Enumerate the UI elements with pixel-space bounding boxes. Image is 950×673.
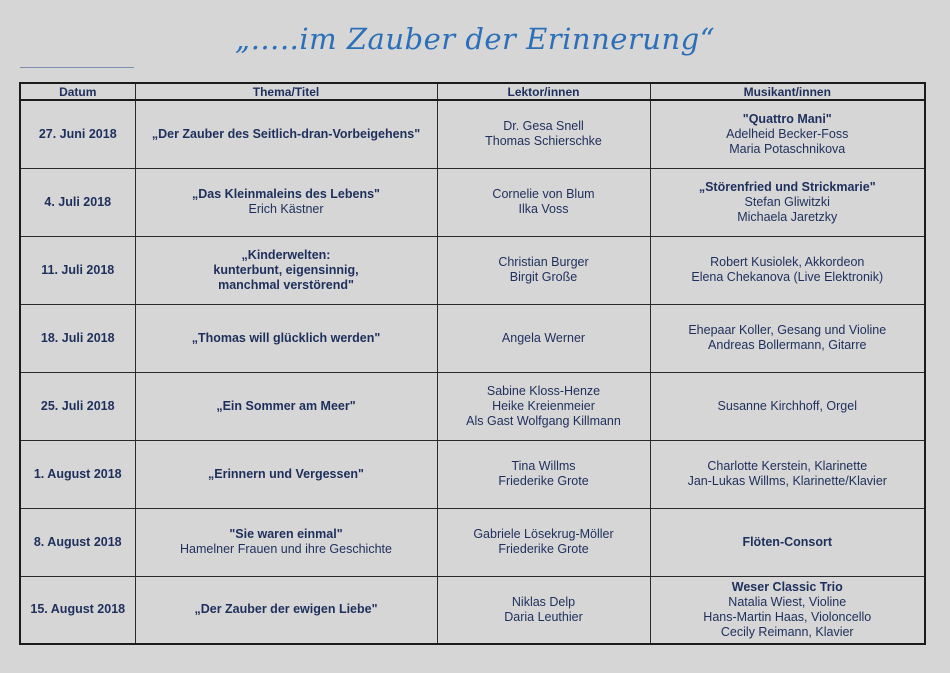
musician-name: Adelheid Becker-Foss — [726, 126, 849, 141]
lecturer-name: Angela Werner — [501, 330, 586, 345]
event-date: 15. August 2018 — [30, 602, 126, 617]
theme-cell — [135, 508, 437, 576]
date-cell — [20, 168, 135, 236]
theme-title: "Sie waren einmal" — [229, 527, 343, 541]
musicians-cell — [650, 508, 925, 576]
musician-name: Elena Chekanova (Live Elektronik) — [691, 270, 884, 284]
lecturer-name: Niklas Delp — [511, 594, 576, 609]
lecturers-cell — [437, 440, 650, 508]
table-row — [20, 168, 925, 236]
theme-title: „Ein Sommer am Meer" — [216, 398, 356, 413]
theme-title: manchmal verstörend" — [218, 277, 354, 292]
table-row — [20, 100, 925, 168]
header-date: Datum — [20, 83, 135, 100]
date-cell — [20, 440, 135, 508]
header-musicians: Musikant/innen — [650, 83, 925, 100]
title-underline — [20, 67, 134, 68]
event-date: 27. Juni 2018 — [38, 126, 117, 141]
header-theme: Thema/Titel — [135, 83, 437, 100]
date-cell — [20, 576, 135, 644]
musician-name: Hans-Martin Haas, Violoncello — [703, 609, 872, 624]
lecturer-name: Cornelie von Blum — [492, 187, 595, 201]
lecturers-cell — [437, 576, 650, 644]
lecturers-cell — [437, 168, 650, 236]
theme-cell — [135, 372, 437, 440]
musicians-cell — [650, 100, 925, 168]
musicians-cell — [650, 440, 925, 508]
theme-title: „Thomas will glücklich werden" — [191, 330, 381, 345]
table-row — [20, 440, 925, 508]
table-header-row — [20, 83, 925, 100]
lecturer-name: Tina Willms — [511, 459, 576, 473]
lecturers-cell — [437, 236, 650, 304]
lecturer-name: Birgit Große — [509, 270, 578, 284]
musician-name: Maria Potaschnikova — [729, 141, 846, 156]
theme-subtitle: Erich Kästner — [248, 202, 324, 216]
theme-title: „Der Zauber des Seitlich-dran-Vorbeigehens" — [151, 126, 421, 141]
ensemble-name: "Quattro Mani" — [742, 111, 832, 126]
lecturer-name: Ilka Voss — [518, 202, 569, 216]
musician-name: Andreas Bollermann, Gitarre — [708, 338, 867, 352]
lecturer-name: Gabriele Lösekrug-Möller — [473, 527, 614, 541]
lecturers-cell — [437, 508, 650, 576]
musicians-cell — [650, 576, 925, 644]
lecturers-cell — [437, 304, 650, 372]
event-date: 8. August 2018 — [33, 534, 122, 549]
event-date: 25. Juli 2018 — [40, 398, 115, 413]
musician-name: Cecily Reimann, Klavier — [720, 624, 854, 639]
ensemble-name: Flöten-Consort — [742, 534, 833, 549]
lecturer-name: Daria Leuthier — [504, 609, 583, 624]
date-cell — [20, 372, 135, 440]
theme-subtitle: Hamelner Frauen und ihre Geschichte — [180, 542, 392, 556]
table-row — [20, 508, 925, 576]
musician-name: Jan-Lukas Willms, Klarinette/Klavier — [687, 474, 887, 488]
lecturer-name: Friederike Grote — [498, 542, 589, 556]
table-row — [20, 236, 925, 304]
theme-title: „Kinderwelten: — [241, 247, 331, 262]
theme-cell — [135, 236, 437, 304]
event-date: 11. Juli 2018 — [41, 262, 115, 277]
musician-name: Ehepaar Koller, Gesang und Violine — [688, 323, 887, 337]
event-date: 18. Juli 2018 — [40, 330, 115, 345]
musicians-cell — [650, 236, 925, 304]
musicians-cell — [650, 304, 925, 372]
lecturer-name: Friederike Grote — [498, 474, 589, 488]
ensemble-name: „Störenfried und Strickmarie" — [698, 179, 876, 194]
lecturer-name: Sabine Kloss-Henze — [486, 383, 601, 398]
musician-name: Susanne Kirchhoff, Orgel — [717, 398, 857, 413]
date-cell — [20, 100, 135, 168]
musician-name: Michaela Jaretzky — [737, 209, 838, 224]
theme-cell — [135, 304, 437, 372]
musicians-cell — [650, 372, 925, 440]
date-cell — [20, 304, 135, 372]
lecturer-name: Als Gast Wolfgang Killmann — [466, 413, 621, 428]
theme-title: „Erinnern und Vergessen" — [208, 466, 364, 481]
event-date: 1. August 2018 — [33, 466, 122, 481]
event-date: 4. Juli 2018 — [44, 194, 112, 209]
table-row — [20, 304, 925, 372]
date-cell — [20, 236, 135, 304]
schedule-table — [19, 82, 926, 645]
theme-cell — [135, 100, 437, 168]
theme-title: „Das Kleinmaleins des Lebens" — [192, 187, 380, 201]
date-cell — [20, 508, 135, 576]
musician-name: Robert Kusiolek, Akkordeon — [710, 255, 865, 269]
lecturer-name: Christian Burger — [498, 255, 589, 269]
lecturer-name: Heike Kreienmeier — [492, 398, 595, 413]
musician-name: Stefan Gliwitzki — [744, 194, 830, 209]
theme-cell — [135, 576, 437, 644]
table-row — [20, 372, 925, 440]
musician-name: Natalia Wiest, Violine — [728, 594, 847, 609]
theme-cell — [135, 440, 437, 508]
header-lecturers: Lektor/innen — [437, 83, 650, 100]
lecturers-cell — [437, 100, 650, 168]
table-body — [20, 100, 925, 644]
lecturers-cell — [437, 372, 650, 440]
theme-cell — [135, 168, 437, 236]
page-title: „…..im Zauber der Erinnerung“ — [234, 22, 716, 56]
ensemble-name: Weser Classic Trio — [731, 579, 843, 594]
musicians-cell — [650, 168, 925, 236]
theme-title: kunterbunt, eigensinnig, — [213, 262, 359, 277]
musician-name: Charlotte Kerstein, Klarinette — [707, 459, 868, 473]
lecturer-name: Dr. Gesa Snell — [503, 119, 584, 134]
theme-title: „Der Zauber der ewigen Liebe" — [194, 602, 378, 617]
lecturer-name: Thomas Schierschke — [485, 134, 602, 149]
table-row — [20, 576, 925, 644]
